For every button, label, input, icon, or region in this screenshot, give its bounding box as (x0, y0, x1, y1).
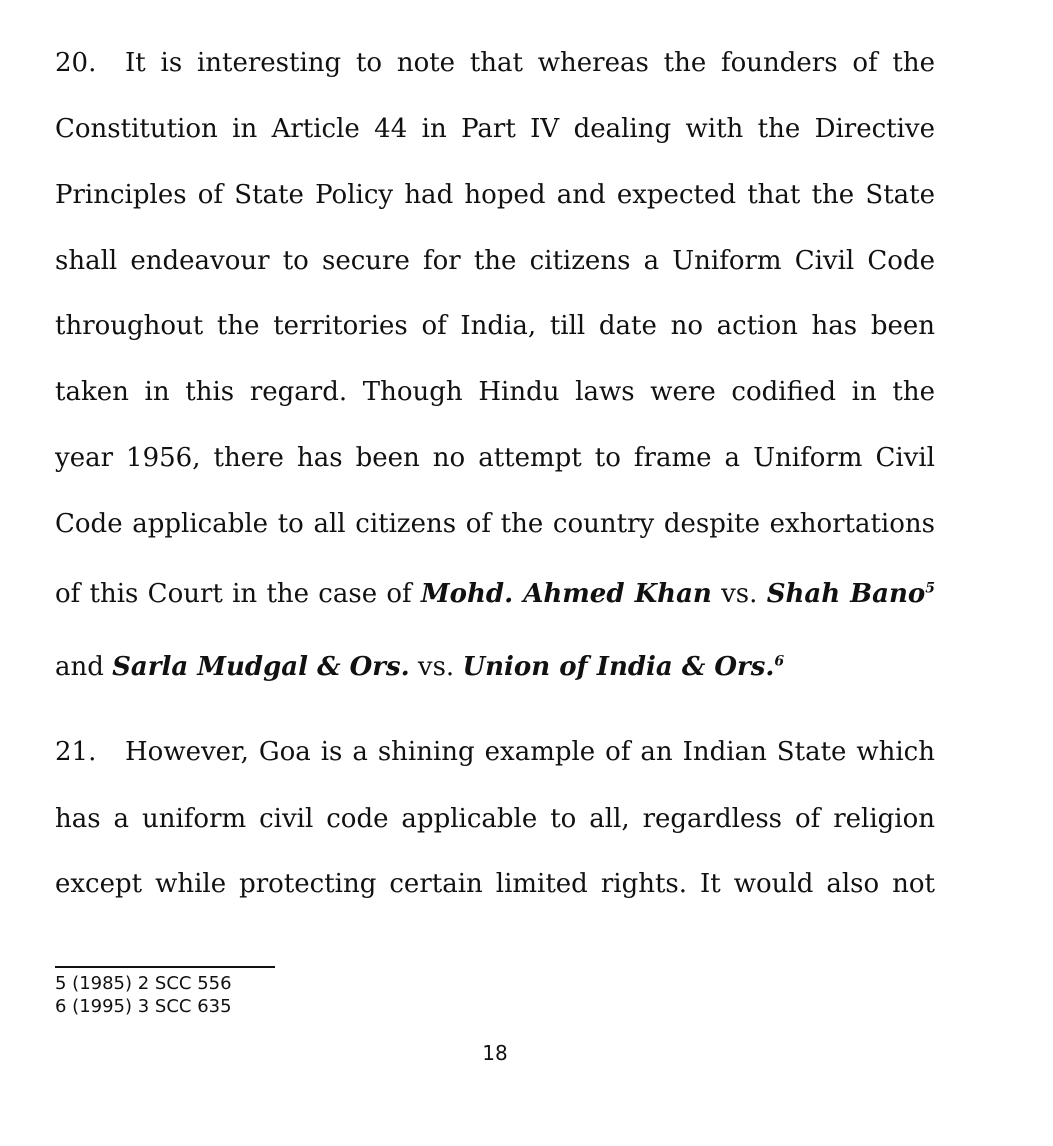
line-text: It is interesting to note that whereas the founders of the (125, 48, 935, 78)
versus-text: vs. (711, 579, 767, 609)
paragraph-line (55, 577, 935, 611)
paragraph-line (55, 735, 935, 769)
paragraph-line: year 1956, there has been no attempt to frame a Uniform Civil (55, 443, 935, 473)
footnote-ref: 5 (925, 580, 935, 597)
case-name: Mohd. Ahmed Khan (420, 579, 712, 609)
paragraph-line: throughout the territories of India, till date no action has been (55, 311, 935, 341)
paragraph-line: taken in this regard. Though Hindu laws were codified in the (55, 377, 935, 407)
paragraph-line (55, 46, 935, 80)
case-name: Shah Bano (766, 579, 926, 609)
line-text: and (55, 652, 113, 682)
paragraph-number: 21. (55, 737, 97, 767)
paragraph-number: 20. (55, 48, 97, 78)
footnote-divider (55, 966, 275, 968)
line-text: of this Court in the case of (55, 579, 421, 609)
paragraph-line: Principles of State Policy had hoped and expected that the State (55, 180, 935, 210)
paragraph-line: Constitution in Article 44 in Part IV dealing with the Directive (55, 114, 935, 144)
paragraph-line: Code applicable to all citizens of the country despite exhortations (55, 509, 935, 539)
paragraph-line: shall endeavour to secure for the citizens a Uniform Civil Code (55, 246, 935, 276)
versus-text: vs. (409, 652, 463, 682)
paragraph-line: except while protecting certain limited rights. It would also not (55, 869, 935, 899)
line-text: However, Goa is a shining example of an Indian State which (125, 737, 935, 767)
paragraph-line (55, 650, 935, 684)
case-name: Sarla Mudgal & Ors. (112, 652, 410, 682)
footnote-ref: 6 (774, 653, 785, 670)
footnote: 6 (1995) 3 SCC 635 (55, 996, 232, 1017)
paragraph-line: has a uniform civil code applicable to all, regardless of religion (55, 804, 935, 834)
footnote: 5 (1985) 2 SCC 556 (55, 973, 232, 994)
page-number: 18 (482, 1041, 508, 1065)
case-name: Union of India & Ors. (462, 652, 775, 682)
